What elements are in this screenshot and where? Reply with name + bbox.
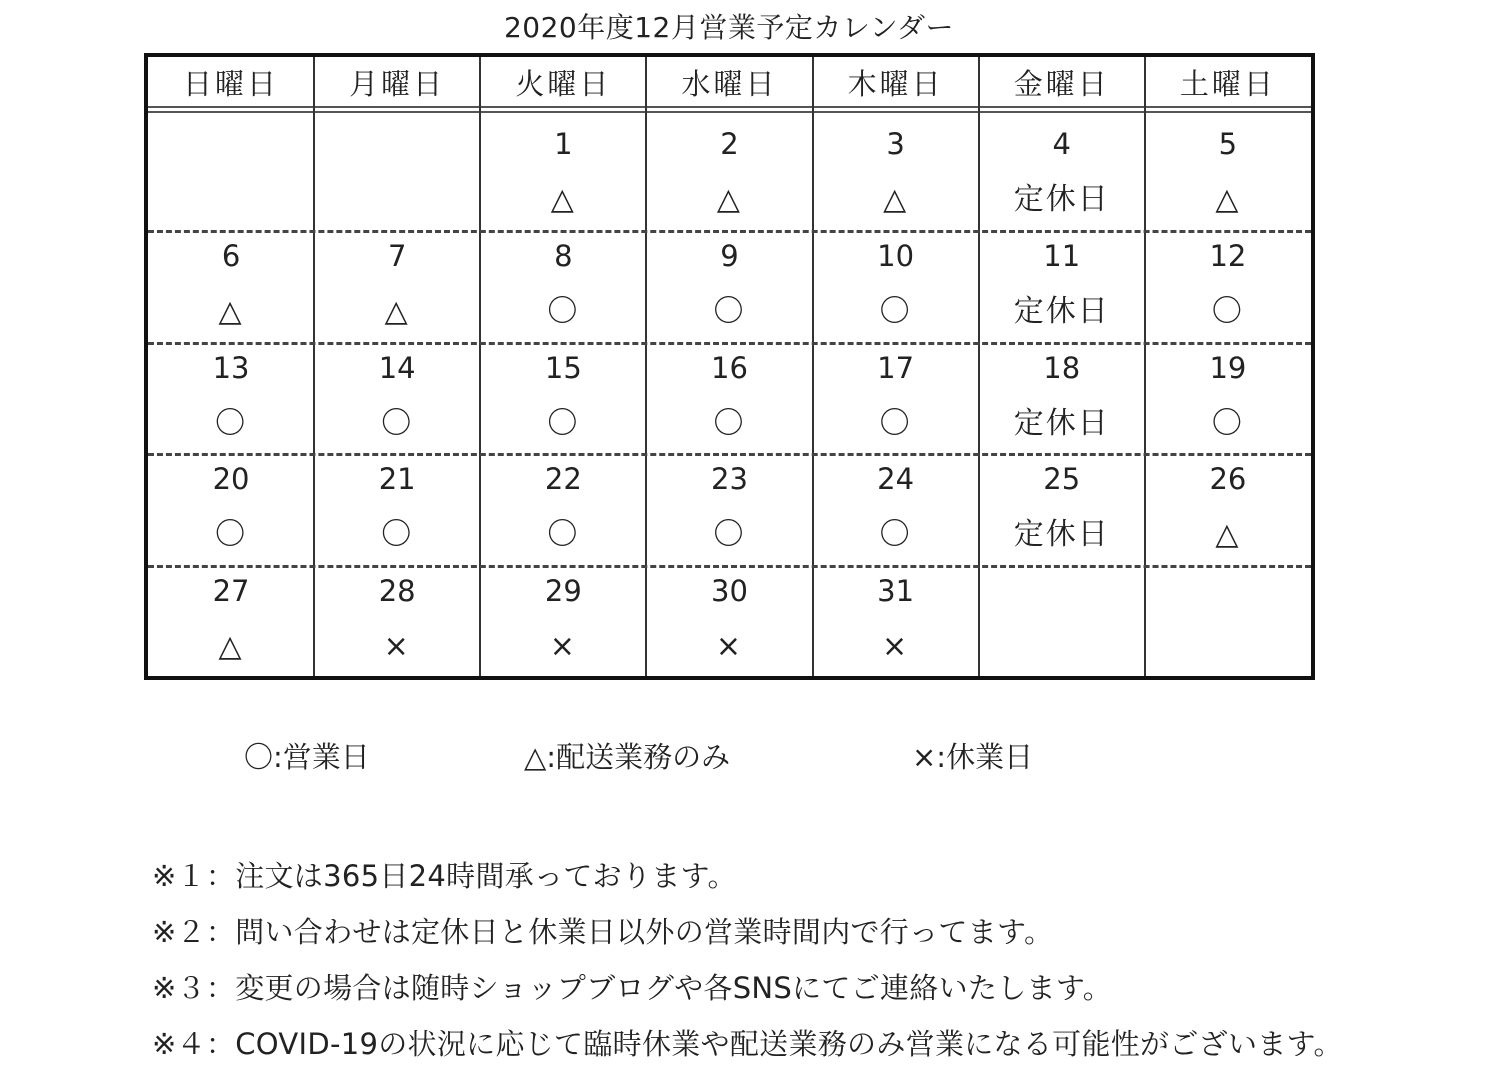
day-cell <box>1145 120 1311 232</box>
day-number: 29 <box>544 574 582 609</box>
day-status: 〇 <box>381 405 414 441</box>
day-status: 〇 <box>215 405 248 441</box>
day-cell <box>480 120 646 232</box>
day-cell <box>979 344 1145 456</box>
day-number: 23 <box>711 462 748 497</box>
day-cell <box>148 232 314 344</box>
day-number: 6 <box>221 238 241 273</box>
day-cell <box>314 232 480 344</box>
day-status: 定休日 <box>1013 293 1110 329</box>
calendar-title: 2020年度12月営業予定カレンダー <box>503 11 955 44</box>
weekday-header: 木曜日 <box>847 67 944 101</box>
day-cell <box>813 344 979 456</box>
day-status: 〇 <box>381 517 414 553</box>
day-number: 15 <box>544 350 582 385</box>
day-cell <box>646 120 812 232</box>
day-status: △ <box>218 629 244 665</box>
day-status: 〇 <box>547 405 580 441</box>
day-status: × <box>715 629 744 665</box>
day-cell <box>646 455 812 567</box>
day-number: 5 <box>1218 127 1238 161</box>
day-status: 定休日 <box>1013 405 1110 441</box>
notes-section <box>152 848 1482 1072</box>
day-status: 定休日 <box>1013 182 1110 217</box>
day-status: 定休日 <box>1013 517 1110 553</box>
day-number: 27 <box>212 574 250 609</box>
note-4: ※４：COVID-19の状況に応じて臨時休業や配送業務のみ営業になる可能性がございます。 <box>152 1027 1343 1061</box>
note-2: ※２：問い合わせは定休日と休業日以外の営業時間内で行ってます。 <box>152 915 1054 949</box>
day-number: 25 <box>1043 462 1081 497</box>
day-cell <box>314 455 480 567</box>
day-status: 〇 <box>1211 405 1244 441</box>
day-number: 13 <box>212 350 250 385</box>
day-status: 〇 <box>713 293 746 329</box>
day-cell <box>314 120 480 232</box>
day-cell <box>813 567 979 679</box>
day-number: 11 <box>1043 238 1081 273</box>
day-number: 1 <box>554 127 573 161</box>
day-status: 〇 <box>879 405 912 441</box>
day-number: 24 <box>877 462 915 497</box>
day-cell <box>646 232 812 344</box>
calendar-grid <box>144 53 1315 680</box>
day-status: 〇 <box>547 517 580 553</box>
day-cell <box>1145 455 1311 567</box>
day-number: 8 <box>554 238 573 273</box>
day-status: 〇 <box>879 517 912 553</box>
weekday-header: 日曜日 <box>183 67 280 101</box>
day-number: 30 <box>711 574 748 609</box>
day-status: 〇 <box>713 517 746 553</box>
day-number: 9 <box>720 238 739 273</box>
day-number: 20 <box>212 462 250 497</box>
day-status: △ <box>1215 182 1241 217</box>
day-status: 〇 <box>879 293 912 329</box>
day-number: 21 <box>378 462 416 497</box>
legend-delivery-only: △:配送業務のみ <box>524 740 731 774</box>
day-status: △ <box>716 182 742 217</box>
day-cell <box>646 567 812 679</box>
day-cell <box>979 232 1145 344</box>
day-cell <box>314 344 480 456</box>
day-cell <box>148 455 314 567</box>
note-3: ※３：変更の場合は随時ショップブログや各SNSにてご連絡いたします。 <box>152 971 1113 1005</box>
day-cell <box>314 567 480 679</box>
legend-open: 〇:営業日 <box>244 740 370 774</box>
day-cell <box>813 232 979 344</box>
legend-closed: ×:休業日 <box>912 740 1034 774</box>
day-number: 22 <box>544 462 582 497</box>
day-status: × <box>549 629 577 665</box>
day-cell <box>480 344 646 456</box>
day-cell <box>148 344 314 456</box>
day-number: 2 <box>720 127 739 161</box>
day-status: △ <box>218 293 244 329</box>
day-number: 17 <box>877 350 915 385</box>
weekday-header-row <box>148 57 1311 113</box>
day-status: 〇 <box>1211 293 1244 329</box>
day-status: △ <box>384 293 410 329</box>
day-cell <box>979 120 1145 232</box>
day-status: 〇 <box>215 517 248 553</box>
day-status: × <box>383 629 411 665</box>
day-status: △ <box>550 182 576 217</box>
day-cell <box>148 120 314 232</box>
weekday-header: 土曜日 <box>1179 67 1276 101</box>
day-number: 14 <box>378 350 416 385</box>
day-number: 16 <box>711 350 748 385</box>
day-number: 28 <box>378 574 416 609</box>
day-number: 19 <box>1209 350 1247 385</box>
weekday-header: 火曜日 <box>515 67 612 101</box>
day-status: △ <box>1215 517 1241 553</box>
day-number: 7 <box>387 238 407 273</box>
day-status: × <box>882 629 910 665</box>
day-cell <box>148 567 314 679</box>
weekday-header: 月曜日 <box>349 67 446 101</box>
day-number: 10 <box>877 238 915 273</box>
note-1: ※１：注文は365日24時間承っております。 <box>152 859 737 893</box>
day-cell <box>979 455 1145 567</box>
day-cell <box>480 455 646 567</box>
day-cell <box>979 567 1145 679</box>
day-cell <box>813 455 979 567</box>
day-cell <box>813 120 979 232</box>
day-status: △ <box>883 182 909 217</box>
day-number: 31 <box>877 574 915 609</box>
day-cell <box>480 567 646 679</box>
day-number: 26 <box>1209 462 1247 497</box>
weekday-header: 水曜日 <box>681 67 778 101</box>
day-number: 18 <box>1043 350 1081 385</box>
day-status: 〇 <box>713 405 746 441</box>
day-number: 12 <box>1209 238 1247 273</box>
weekday-header: 金曜日 <box>1013 67 1110 101</box>
day-cell <box>1145 567 1311 679</box>
day-cell <box>480 232 646 344</box>
day-status: 〇 <box>547 293 580 329</box>
day-cell <box>1145 232 1311 344</box>
day-number: 3 <box>886 127 905 161</box>
day-cell <box>1145 344 1311 456</box>
day-number: 4 <box>1052 127 1071 161</box>
day-cell <box>646 344 812 456</box>
